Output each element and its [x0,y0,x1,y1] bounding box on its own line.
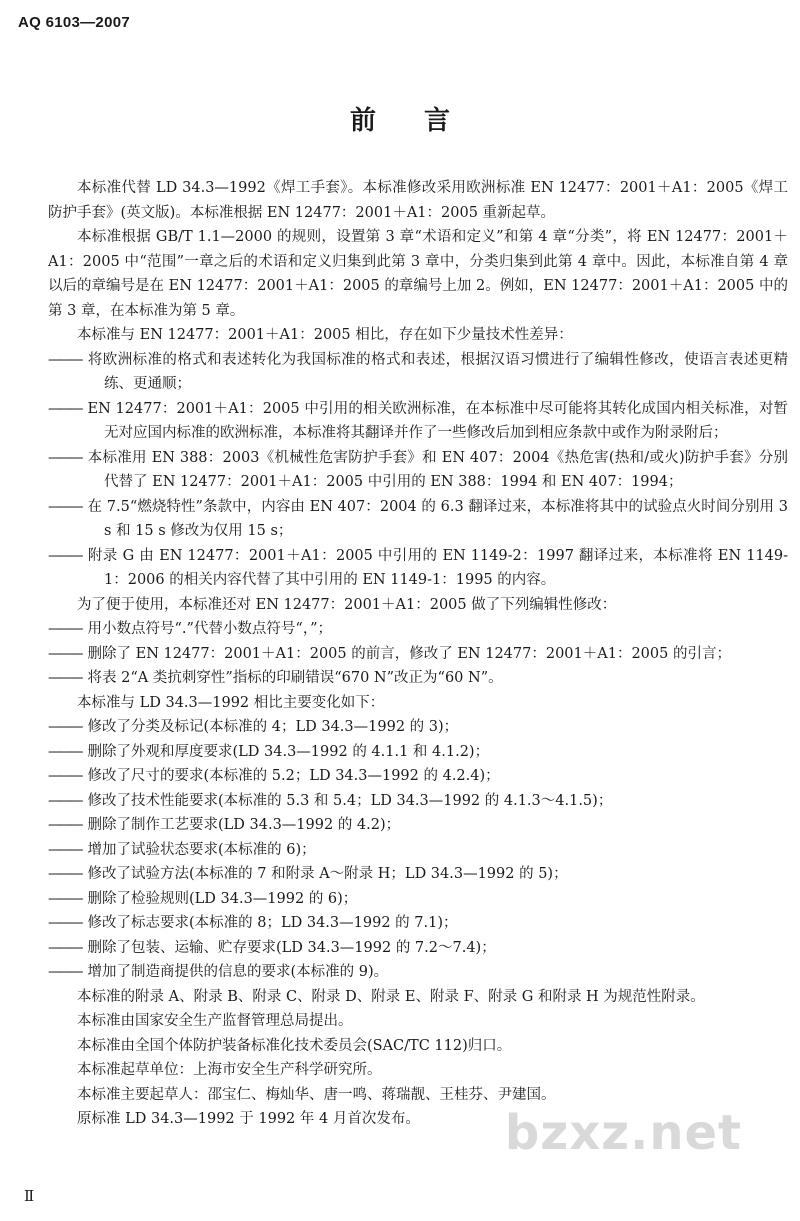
paragraph: 本标准的附录 A、附录 B、附录 C、附录 D、附录 E、附录 F、附录 G 和附录 H 为规范性附录。 [77,988,705,1005]
list-item: ——— 删除了外观和厚度要求(LD 34.3—1992 的 4.1.1 和 4.1.2)； [48,740,788,765]
paragraph: 本标准与 EN 12477：2001＋A1：2005 相比，存在如下少量技术性差异： [77,327,573,343]
list-item: ——— 修改了分类及标记(本标准的 4；LD 34.3—1992 的 3)； [48,715,788,740]
list-item: ——— 删除了 EN 12477：2001＋A1：2005 的前言，修改了 EN 12477：2001＋A1：2005 的引言； [48,642,788,667]
list-item: ——— 本标准用 EN 388：2003《机械性危害防护手套》和 EN 407：2004《热危害(热和/或火)防护手套》分别代替了 EN 12477：2001＋A1：2005 中引用的 EN 388：1994 和 EN 407：1994； [48,446,788,495]
list-item: ——— 增加了试验状态要求(本标准的 6)； [48,838,788,863]
list-item: ——— 修改了试验方法(本标准的 7 和附录 A～附录 H；LD 34.3—1992 的 5)； [48,862,788,887]
paragraph: 为了便于使用，本标准还对 EN 12477：2001＋A1：2005 做了下列编辑性修改： [77,596,617,613]
page-number: Ⅱ [24,1187,35,1205]
paragraph: 本标准起草单位：上海市安全生产科学研究所。 [77,1062,382,1078]
list-item: ——— 将欧洲标准的格式和表述转化为我国标准的格式和表述，根据汉语习惯进行了编辑性修改，使语言表述更精练、更通顺； [48,348,788,397]
list-item: ——— 将表 2“A 类抗刺穿性”指标的印刷错误“670 N”改正为“60 N”。 [48,666,788,691]
paragraph: 本标准代替 LD 34.3—1992《焊工手套》。本标准修改采用欧洲标准 EN 12477：2001＋A1：2005《焊工防护手套》(英文版)。本标准根据 EN 12477：2001＋A1：2005 重新起草。 [48,180,788,221]
list-item: ——— 修改了尺寸的要求(本标准的 5.2；LD 34.3—1992 的 4.2.4)； [48,764,788,789]
paragraph: 原标准 LD 34.3—1992 于 1992 年 4 月首次发布。 [77,1111,420,1127]
page-title: 前言 [349,106,498,136]
list-item: ——— 修改了标志要求(本标准的 8；LD 34.3—1992 的 7.1)； [48,911,788,936]
paragraph: 本标准由国家安全生产监督管理总局提出。 [77,1013,353,1029]
list-item: ——— 附录 G 由 EN 12477：2001＋A1：2005 中引用的 EN 1149-2：1997 翻译过来，本标准将 EN 1149-1：2006 的相关内容代替了其中引用的 EN 1149-1：1995 的内容。 [48,544,788,593]
paragraph: 本标准主要起草人：邵宝仁、梅灿华、唐一鸣、蒋瑞靓、王桂芬、尹建国。 [77,1086,556,1103]
paragraph: 本标准与 LD 34.3—1992 相比主要变化如下： [77,694,385,711]
paragraph: 本标准根据 GB/T 1.1—2000 的规则，设置第 3 章“术语和定义”和第 4 章“分类”，将 EN 12477：2001＋A1：2005 中“范围”一章之后的术语和定义归集到此第 3 章中，分类归集到此第 4 章中。因此，本标准自第 4 章以后的章编号是在 EN 12477：2001＋A1：2005 的章编号上加 2。例如，EN 12477：2001＋A1：2005 中的第 3 章，在本标准为第 5 章。 [48,229,788,319]
paragraph: 本标准由全国个体防护装备标准化技术委员会(SAC/TC 112)归口。 [77,1037,512,1054]
list-item: ——— 用小数点符号“.”代替小数点符号“，”； [48,617,788,642]
list-item: ——— 在 7.5“燃烧特性”条款中，内容由 EN 407：2004 的 6.3 翻译过来，本标准将其中的试验点火时间分别用 3 s 和 15 s 修改为仅用 15 s； [48,495,788,544]
list-item: ——— 删除了包装、运输、贮存要求(LD 34.3—1992 的 7.2～7.4)； [48,936,788,961]
list-item: ——— 删除了检验规则(LD 34.3—1992 的 6)； [48,887,788,912]
standard-code: AQ 6103—2007 [18,14,131,31]
foreword-body [48,176,788,1132]
list-item: ——— 修改了技术性能要求(本标准的 5.3 和 5.4；LD 34.3—1992 的 4.1.3～4.1.5)； [48,789,788,814]
watermark: bzxz.net [504,1105,742,1161]
list-item: ——— 删除了制作工艺要求(LD 34.3—1992 的 4.2)； [48,813,788,838]
list-item: ——— EN 12477：2001＋A1：2005 中引用的相关欧洲标准，在本标准中尽可能将其转化成国内相关标准，对暂无对应国内标准的欧洲标准，本标准将其翻译并作了一些修改后加到相应条款中或作为附录附后； [48,397,788,446]
list-item: ——— 增加了制造商提供的信息的要求(本标准的 9)。 [48,960,788,985]
